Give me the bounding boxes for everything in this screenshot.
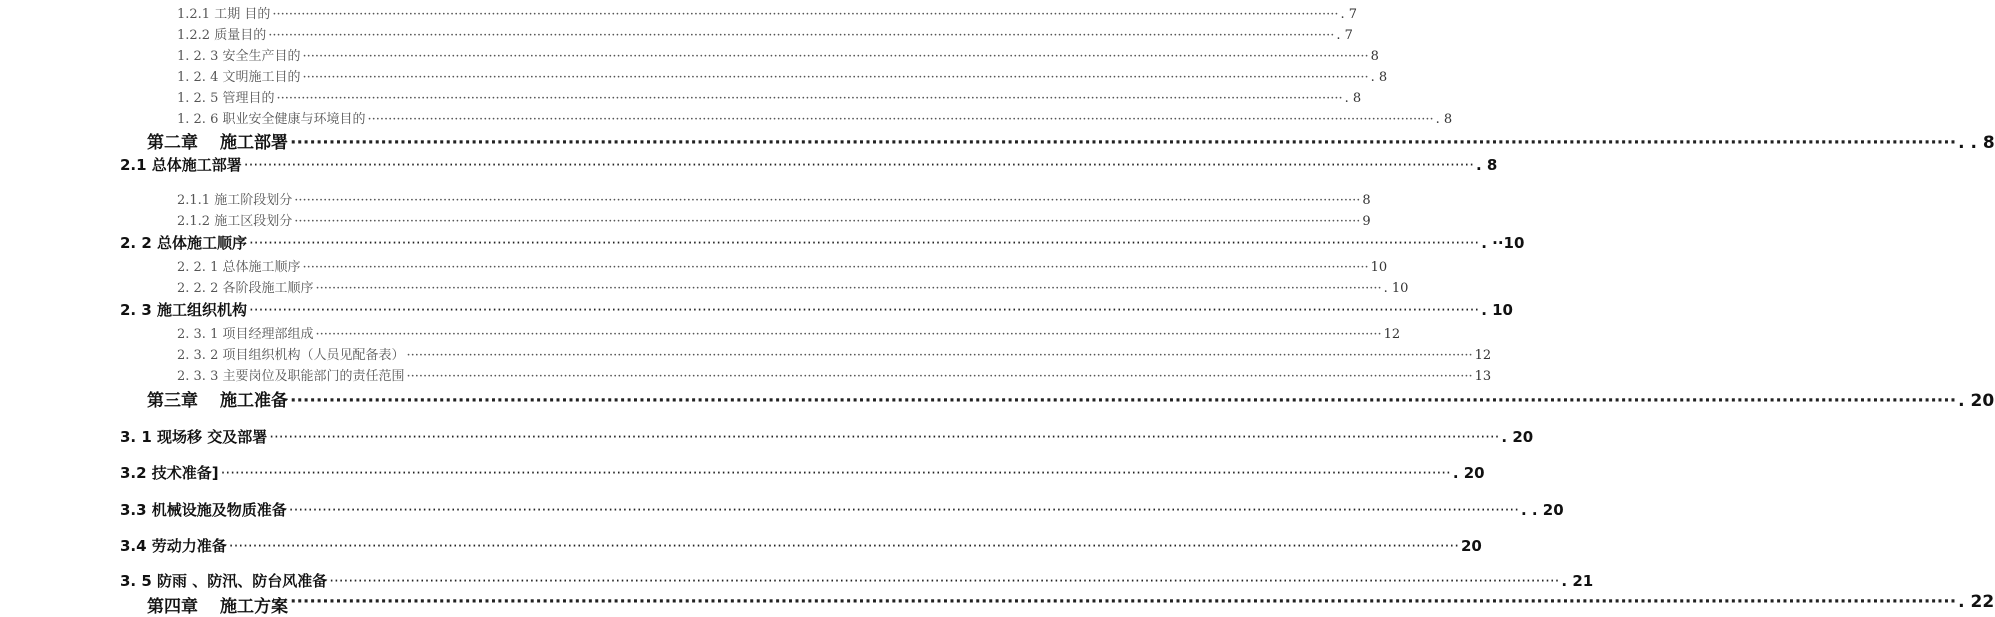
toc-leader-dots <box>290 133 1956 153</box>
toc-entry-page: 9 <box>1362 214 1371 229</box>
toc-leader-dots <box>290 592 1956 612</box>
toc-entry-page: 8 <box>1362 193 1371 208</box>
toc-entry-page: . ··10 <box>1481 234 1525 252</box>
toc-entry-page: . 10 <box>1481 301 1513 319</box>
toc-leader-dots <box>290 391 1956 411</box>
toc-leader-dots <box>302 49 1368 64</box>
toc-entry-2-1-1[interactable] <box>177 189 1371 209</box>
toc-leader-dots <box>406 348 1472 363</box>
toc-leader-dots <box>315 281 1381 296</box>
toc-entry-1-2-1[interactable] <box>177 3 1358 23</box>
toc-section-3-1[interactable] <box>120 426 1534 450</box>
toc-entry-2-3-1[interactable] <box>177 323 1401 343</box>
toc-entry-label: 3. 5 防雨 、防汛、防台风准备 <box>120 572 328 590</box>
toc-leader-dots <box>315 327 1381 342</box>
toc-entry-page: 12 <box>1383 327 1401 342</box>
toc-entry-1-2-3[interactable] <box>177 45 1379 65</box>
toc-leader-dots <box>289 501 1519 519</box>
toc-leader-dots <box>294 193 1360 208</box>
toc-chapter-heading <box>147 128 288 153</box>
toc-entry-page: 20 <box>1460 537 1482 555</box>
toc-entry-page: 12 <box>1474 348 1492 363</box>
toc-section-3-5[interactable] <box>120 570 1594 594</box>
toc-chapter-number: 第三章 <box>147 391 198 411</box>
toc-entry-label: 1. 2. 3 安全生产目的 <box>177 49 301 64</box>
toc-entry-label: 2.1.1 施工阶段划分 <box>177 193 293 208</box>
toc-section-2-3[interactable] <box>120 299 1513 323</box>
toc-leader-dots <box>249 301 1479 319</box>
toc-chapter-4[interactable] <box>147 592 1995 617</box>
toc-entry-label: 2. 2 总体施工顺序 <box>120 234 248 252</box>
toc-entry-label: 2.1.2 施工区段划分 <box>177 214 293 229</box>
toc-entry-page: . 20 <box>1452 464 1485 482</box>
toc-entry-1-2-2[interactable] <box>177 24 1353 44</box>
toc-leader-dots <box>249 234 1479 252</box>
toc-leader-dots <box>244 156 1474 174</box>
toc-leader-dots <box>229 537 1459 555</box>
toc-leader-dots <box>367 112 1433 127</box>
toc-entry-1-2-6[interactable] <box>177 108 1453 128</box>
toc-entry-label: 1.2.2 质量目的 <box>177 28 267 43</box>
toc-entry-page: . 8 <box>1344 91 1362 106</box>
toc-entry-label: 2. 3 施工组织机构 <box>120 301 248 319</box>
toc-entry-2-3-3[interactable] <box>177 365 1492 385</box>
toc-entry-label: 2. 3. 1 项目经理部组成 <box>177 327 314 342</box>
toc-entry-page: . 10 <box>1383 281 1409 296</box>
toc-entry-label: 3.2 技术准备] <box>120 464 219 482</box>
toc-entry-page: . 20 <box>1501 428 1534 446</box>
toc-entry-label: 3. 1 现场移 交及部署 <box>120 428 268 446</box>
toc-entry-2-3-2[interactable] <box>177 344 1492 364</box>
toc-chapter-number: 第四章 <box>147 597 198 617</box>
toc-leader-dots <box>329 572 1559 590</box>
toc-entry-page: . 8 <box>1475 156 1498 174</box>
toc-entry-1-2-5[interactable] <box>177 87 1362 107</box>
toc-entry-2-1-2[interactable] <box>177 210 1371 230</box>
toc-entry-page: . 20 <box>1958 391 1995 411</box>
toc-entry-page: . . 20 <box>1520 501 1564 519</box>
toc-leader-dots <box>302 70 1368 85</box>
toc-entry-1-2-4[interactable] <box>177 66 1388 86</box>
toc-entry-label: 2. 2. 2 各阶段施工顺序 <box>177 281 314 296</box>
toc-entry-label: 1. 2. 5 管理目的 <box>177 91 275 106</box>
toc-entry-label: 3.3 机械设施及物质准备 <box>120 501 287 519</box>
toc-chapter-title: 施工部署 <box>220 133 288 153</box>
toc-leader-dots <box>268 28 1334 43</box>
toc-entry-page: . . 8 <box>1958 133 1995 153</box>
toc-section-2-1[interactable] <box>120 154 1498 178</box>
toc-section-3-2[interactable] <box>120 462 1485 486</box>
toc-section-3-4[interactable] <box>120 535 1482 559</box>
toc-entry-page: . 7 <box>1336 28 1353 43</box>
toc-chapter-3[interactable] <box>147 386 1995 412</box>
toc-leader-dots <box>276 91 1342 106</box>
toc-entry-page: 8 <box>1370 49 1379 64</box>
toc-entry-2-2-1[interactable] <box>177 256 1388 276</box>
toc-entry-2-2-2[interactable] <box>177 277 1409 297</box>
toc-chapter-number: 第二章 <box>147 133 198 153</box>
toc-entry-label: 1. 2. 4 文明施工目的 <box>177 70 301 85</box>
toc-chapter-heading <box>147 386 288 411</box>
toc-leader-dots <box>294 214 1360 229</box>
toc-leader-dots <box>302 260 1368 275</box>
toc-chapter-title: 施工准备 <box>220 391 288 411</box>
toc-chapter-heading <box>147 592 288 617</box>
toc-entry-page: 13 <box>1474 369 1492 384</box>
toc-entry-page: . 22 <box>1958 592 1995 612</box>
toc-leader-dots <box>221 464 1451 482</box>
toc-entry-label: 2.1 总体施工部署 <box>120 156 242 174</box>
toc-section-2-2[interactable] <box>120 232 1525 256</box>
toc-entry-label: 2. 3. 2 项目组织机构（人员见配备表） <box>177 348 405 363</box>
toc-entry-label: 2. 3. 3 主要岗位及职能部门的责任范围 <box>177 369 405 384</box>
toc-entry-label: 1. 2. 6 职业安全健康与环境目的 <box>177 112 366 127</box>
toc-entry-label: 3.4 劳动力准备 <box>120 537 227 555</box>
toc-leader-dots <box>272 7 1338 22</box>
toc-entry-page: . 7 <box>1340 7 1358 22</box>
toc-entry-page: 10 <box>1370 260 1388 275</box>
toc-section-3-3[interactable] <box>120 499 1564 523</box>
toc-entry-page: . 8 <box>1435 112 1453 127</box>
toc-chapter-2[interactable] <box>147 128 1995 154</box>
toc-leader-dots <box>406 369 1472 384</box>
toc-chapter-title: 施工方案 <box>220 597 288 617</box>
toc-entry-page: . 21 <box>1561 572 1594 590</box>
toc-entry-label: 1.2.1 工期 目的 <box>177 7 271 22</box>
toc-leader-dots <box>269 428 1499 446</box>
toc-entry-label: 2. 2. 1 总体施工顺序 <box>177 260 301 275</box>
toc-entry-page: . 8 <box>1370 70 1388 85</box>
